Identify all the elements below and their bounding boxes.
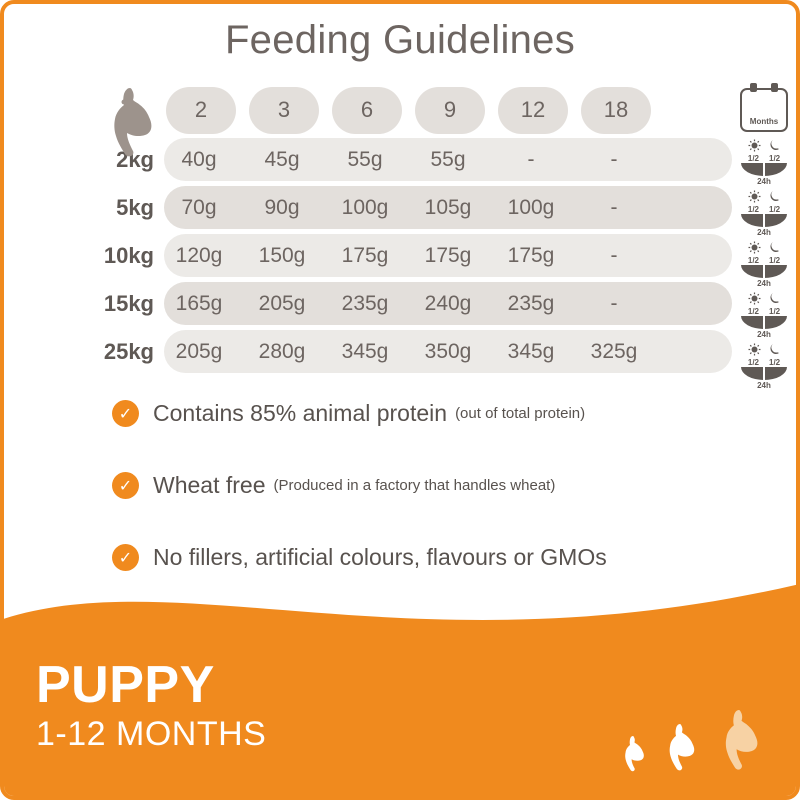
bowl-icon (741, 214, 787, 227)
feature-text: No fillers, artificial colours, flavours or GMOs (153, 544, 607, 570)
table-cell: 175g (424, 243, 472, 267)
table-cell: 55g (430, 147, 466, 171)
table-cell: 165g (175, 291, 223, 315)
period-label: 24h (757, 381, 771, 390)
row-label: 10kg (103, 242, 154, 268)
sun-icon (748, 343, 761, 356)
table-cell: 280g (258, 339, 306, 363)
row-track (164, 138, 732, 181)
column-header-row (166, 82, 734, 138)
list-item (112, 400, 752, 427)
table-cell: 55g (347, 147, 383, 171)
column-header-cell: 9 (415, 87, 485, 134)
column-header-cell: 18 (581, 87, 651, 134)
table-cell: 345g (341, 339, 389, 363)
table-cell: 235g (341, 291, 389, 315)
table-cell: - (610, 147, 618, 171)
table-cell: 120g (175, 243, 223, 267)
row-track (164, 330, 732, 373)
meal-frequency-icon (738, 189, 790, 236)
table-cell: 175g (341, 243, 389, 267)
footer-subtitle: 1-12 MONTHS (36, 715, 267, 753)
bowl-icon (741, 163, 787, 176)
feature-note: (Produced in a factory that handles wheat) (273, 477, 556, 494)
feature-note: (out of total protein) (455, 405, 586, 422)
months-label: Months (749, 117, 779, 126)
sun-moon-icons (738, 342, 790, 357)
footer-text-group (36, 656, 267, 754)
portion-left: 1/2 (747, 256, 759, 265)
portion-right: 1/2 (769, 358, 781, 367)
row-label: 25kg (103, 338, 154, 364)
table-cell: 105g (424, 195, 472, 219)
bowl-icon (741, 367, 787, 380)
table-cell: 45g (264, 147, 300, 171)
meal-frequency-icon (738, 240, 790, 287)
portion-right: 1/2 (769, 205, 781, 214)
moon-icon (768, 241, 780, 254)
bowl-icon (741, 316, 787, 329)
row-label: 5kg (116, 194, 154, 220)
feeding-frequency-column (738, 82, 798, 393)
footer-banner (0, 560, 800, 800)
sun-icon (748, 292, 761, 305)
moon-icon (768, 139, 780, 152)
sun-moon-icons (738, 189, 790, 204)
table-cell: 205g (175, 339, 223, 363)
table-cell: - (610, 195, 618, 219)
bowl-icon (741, 265, 787, 278)
table-cell: - (610, 243, 618, 267)
sun-moon-icons (738, 138, 790, 153)
table-cell: 350g (424, 339, 472, 363)
row-label: 2kg (116, 146, 154, 172)
portion-halves (738, 256, 790, 265)
portion-left: 1/2 (747, 307, 759, 316)
moon-icon (768, 343, 780, 356)
portion-left: 1/2 (747, 205, 759, 214)
large-dog-icon (714, 708, 770, 772)
table-cell: 235g (507, 291, 555, 315)
sun-icon (748, 139, 761, 152)
small-dog-icon (618, 734, 650, 772)
table-row (84, 138, 734, 181)
table-cell: 70g (181, 195, 217, 219)
portion-halves (738, 358, 790, 367)
period-label: 24h (757, 330, 771, 339)
page-title: Feeding Guidelines (224, 18, 576, 62)
medium-dog-icon (660, 722, 704, 772)
feature-text: Wheat free (153, 472, 266, 498)
months-calendar-icon (740, 88, 788, 132)
sun-icon (748, 241, 761, 254)
moon-icon (768, 292, 780, 305)
portion-left: 1/2 (747, 154, 759, 163)
portion-right: 1/2 (769, 307, 781, 316)
calendar-tab-left-icon (750, 83, 757, 92)
dog-silhouette-icon (100, 86, 166, 160)
table-cell: - (610, 291, 618, 315)
row-track (164, 186, 732, 229)
meal-frequency-icon (738, 342, 790, 389)
check-icon: ✓ (112, 544, 139, 571)
check-icon: ✓ (112, 400, 139, 427)
meal-frequency-icon (738, 291, 790, 338)
row-label: 15kg (103, 290, 154, 316)
table-cell: 100g (507, 195, 555, 219)
feature-text: Contains 85% animal protein (153, 400, 448, 426)
column-header-cell: 6 (332, 87, 402, 134)
sun-moon-icons (738, 291, 790, 306)
check-icon: ✓ (112, 472, 139, 499)
table-cell: 205g (258, 291, 306, 315)
table-cell: 40g (181, 147, 217, 171)
table-cell: 150g (258, 243, 306, 267)
portion-halves (738, 205, 790, 214)
period-label: 24h (757, 177, 771, 186)
row-track (164, 234, 732, 277)
portion-right: 1/2 (769, 256, 781, 265)
period-label: 24h (757, 228, 771, 237)
portion-halves (738, 154, 790, 163)
table-cell: 175g (507, 243, 555, 267)
table-row (84, 330, 734, 373)
footer-title: PUPPY (36, 656, 215, 714)
portion-left: 1/2 (747, 358, 759, 367)
column-header-cell: 3 (249, 87, 319, 134)
meal-frequency-icon (738, 138, 790, 185)
table-cell: 345g (507, 339, 555, 363)
column-header-cell: 2 (166, 87, 236, 134)
sun-moon-icons (738, 240, 790, 255)
dog-size-icons (618, 708, 770, 772)
table-cell: 90g (264, 195, 300, 219)
list-item (112, 472, 752, 499)
table-row (84, 282, 734, 325)
table-cell: 100g (341, 195, 389, 219)
sun-icon (748, 190, 761, 203)
portion-halves (738, 307, 790, 316)
row-track (164, 282, 732, 325)
portion-right: 1/2 (769, 154, 781, 163)
column-header-cell: 12 (498, 87, 568, 134)
period-label: 24h (757, 279, 771, 288)
feeding-table (84, 82, 734, 378)
table-row (84, 234, 734, 277)
calendar-tab-right-icon (771, 83, 778, 92)
table-cell: - (527, 147, 535, 171)
moon-icon (768, 190, 780, 203)
table-cell: 240g (424, 291, 472, 315)
table-row (84, 186, 734, 229)
table-cell: 325g (590, 339, 638, 363)
